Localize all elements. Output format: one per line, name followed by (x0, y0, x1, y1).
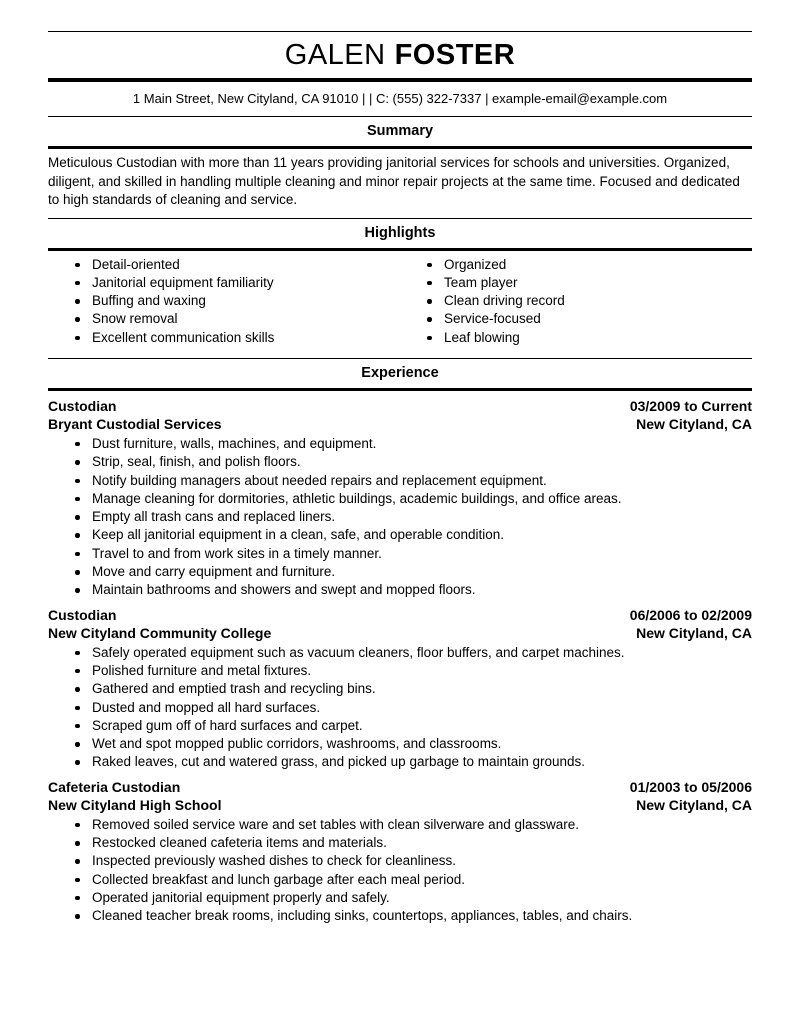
job-bullet: Restocked cleaned cafeteria items and materials. (48, 834, 752, 852)
job-header-row (48, 606, 752, 625)
job-header-row (48, 778, 752, 797)
contact-line: 1 Main Street, New Cityland, CA 91010 | | C: (555) 322-7337 | example-email@example.com (132, 91, 668, 106)
highlight-item: Janitorial equipment familiarity (48, 274, 400, 292)
experience-job (48, 606, 752, 772)
experience-job (48, 397, 752, 600)
highlight-item: Excellent communication skills (48, 329, 400, 347)
job-bullet: Polished furniture and metal fixtures. (48, 662, 752, 680)
highlight-item: Organized (400, 256, 752, 274)
job-bullet: Raked leaves, cut and watered grass, and picked up garbage to maintain grounds. (48, 753, 752, 771)
last-name: FOSTER (394, 39, 516, 71)
highlights-left-column (48, 256, 400, 347)
job-location: New Cityland, CA (636, 416, 752, 433)
job-bullet: Collected breakfast and lunch garbage after each meal period. (48, 871, 752, 889)
job-dates: 06/2006 to 02/2009 (629, 606, 752, 623)
page-title (48, 38, 752, 72)
job-bullet: Travel to and from work sites in a timely manner. (48, 545, 752, 563)
job-bullet: Maintain bathrooms and showers and swept and mopped floors. (48, 581, 752, 599)
highlight-item: Snow removal (48, 310, 400, 328)
job-bullet: Keep all janitorial equipment in a clean, safe, and operable condition. (48, 526, 752, 544)
job-bullet: Wet and spot mopped public corridors, washrooms, and classrooms. (48, 735, 752, 753)
job-bullet: Dusted and mopped all hard surfaces. (48, 699, 752, 717)
job-dates: 03/2009 to Current (629, 397, 752, 414)
job-bullet: Move and carry equipment and furniture. (48, 563, 752, 581)
job-header-row (48, 397, 752, 416)
job-bullet: Scraped gum off of hard surfaces and carpet. (48, 717, 752, 735)
job-title: Cafeteria Custodian (48, 778, 181, 795)
highlight-item: Leaf blowing (400, 329, 752, 347)
highlight-item: Team player (400, 274, 752, 292)
job-bullet: Gathered and emptied trash and recycling bins. (48, 680, 752, 698)
job-employer: New Cityland High School (48, 797, 222, 814)
job-bullet: Inspected previously washed dishes to check for cleanliness. (48, 852, 752, 870)
highlights-list (48, 251, 752, 358)
job-bullet: Operated janitorial equipment properly and safely. (48, 889, 752, 907)
experience-job (48, 778, 752, 926)
job-bullet: Removed soiled service ware and set tables with clean silverware and glassware. (48, 816, 752, 834)
job-location: New Cityland, CA (636, 797, 752, 814)
job-subheader-row (48, 415, 752, 434)
job-bullets (48, 435, 752, 600)
highlight-item: Clean driving record (400, 292, 752, 310)
section-title-experience: Experience (48, 358, 752, 391)
experience-jobs (48, 397, 752, 936)
job-location: New Cityland, CA (636, 625, 752, 642)
job-subheader-row (48, 796, 752, 815)
job-bullet: Manage cleaning for dormitories, athletic buildings, academic buildings, and office areas. (48, 490, 752, 508)
job-bullet: Cleaned teacher break rooms, including sinks, countertops, appliances, tables, and chairs. (48, 907, 752, 925)
first-name: GALEN (284, 39, 386, 71)
highlight-item: Buffing and waxing (48, 292, 400, 310)
job-bullet: Empty all trash cans and replaced liners. (48, 508, 752, 526)
job-bullet: Notify building managers about needed repairs and replacement equipment. (48, 472, 752, 490)
job-bullet: Dust furniture, walls, machines, and equipment. (48, 435, 752, 453)
section-title-summary: Summary (48, 116, 752, 149)
summary-text: Meticulous Custodian with more than 11 years providing janitorial services for schools and universities. Organized, diligent, and skilled in handling multiple cleaning and minor repair projects at the same time. Focused and dedicated to high standards of cleaning and service. (48, 155, 740, 207)
job-subheader-row (48, 624, 752, 643)
job-employer: New Cityland Community College (48, 625, 272, 642)
job-title: Custodian (48, 397, 117, 414)
highlight-item: Detail-oriented (48, 256, 400, 274)
job-dates: 01/2003 to 05/2006 (629, 778, 752, 795)
highlight-item: Service-focused (400, 310, 752, 328)
section-title-highlights: Highlights (48, 218, 752, 251)
job-bullets (48, 816, 752, 926)
highlights-right-column (400, 256, 752, 347)
job-bullet: Safely operated equipment such as vacuum cleaners, floor buffers, and carpet machines. (48, 644, 752, 662)
job-employer: Bryant Custodial Services (48, 416, 222, 433)
name-band (48, 31, 752, 82)
job-title: Custodian (48, 606, 117, 623)
job-bullets (48, 644, 752, 772)
job-bullet: Strip, seal, finish, and polish floors. (48, 453, 752, 471)
